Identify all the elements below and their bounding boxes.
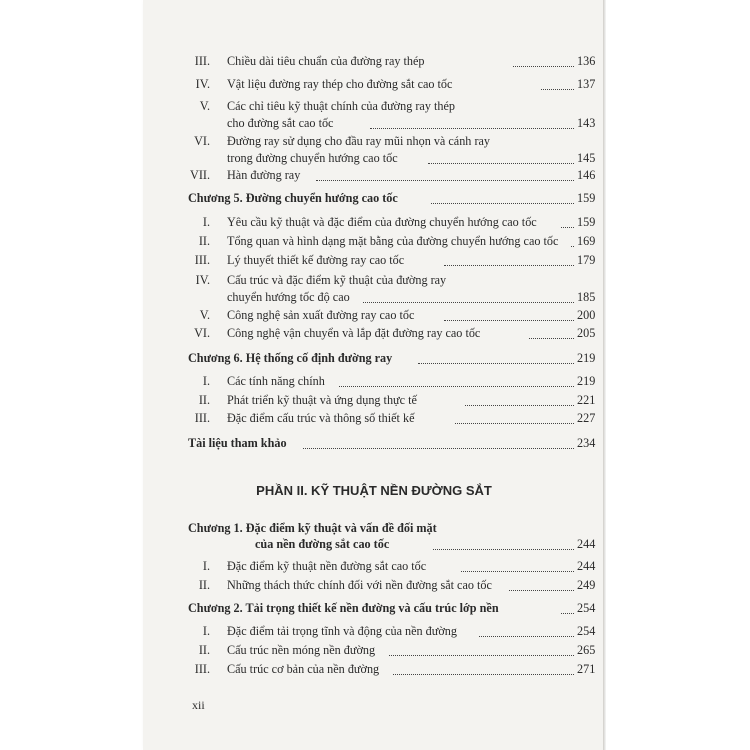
page-number: xii bbox=[192, 698, 205, 712]
entry-title: Các chỉ tiêu kỹ thuật chính của đường ray thép bbox=[227, 99, 455, 113]
toc-entry-continuation[interactable] bbox=[143, 114, 605, 132]
entry-page: 145 bbox=[577, 151, 596, 165]
page-spine-shadow bbox=[603, 0, 606, 750]
toc-entry[interactable] bbox=[143, 641, 605, 659]
entry-page: 159 bbox=[577, 191, 596, 205]
dot-leader bbox=[389, 655, 574, 656]
entry-title: Yêu cầu kỹ thuật và đặc điểm của đường chuyển hướng cao tốc bbox=[227, 215, 537, 229]
references-title: Tài liệu tham khảo bbox=[188, 436, 287, 450]
toc-entry[interactable] bbox=[143, 213, 605, 231]
entry-number: VII. bbox=[190, 168, 210, 182]
chapter-entry[interactable] bbox=[143, 599, 605, 617]
entry-page: 136 bbox=[577, 54, 596, 68]
dot-leader bbox=[339, 386, 574, 387]
entry-title: Các tính năng chính bbox=[227, 374, 325, 388]
entry-page: 137 bbox=[577, 77, 596, 91]
book-page bbox=[143, 0, 605, 750]
entry-page: 185 bbox=[577, 290, 596, 304]
entry-title: Tổng quan và hình dạng mặt bằng của đường chuyển hướng cao tốc bbox=[227, 234, 559, 248]
entry-title: Công nghệ sản xuất đường ray cao tốc bbox=[227, 308, 415, 322]
entry-number: III. bbox=[194, 54, 210, 68]
entry-title: Lý thuyết thiết kế đường ray cao tốc bbox=[227, 253, 405, 267]
chapter-entry[interactable] bbox=[143, 189, 605, 207]
toc-entry[interactable] bbox=[143, 232, 605, 250]
entry-number: II. bbox=[198, 234, 210, 248]
dot-leader bbox=[541, 89, 574, 90]
toc-entry[interactable] bbox=[143, 576, 605, 594]
entry-number: III. bbox=[194, 253, 210, 267]
entry-page: 254 bbox=[577, 624, 596, 638]
dot-leader bbox=[444, 320, 574, 321]
entry-page: 227 bbox=[577, 411, 596, 425]
entry-title-line2: chuyển hướng tốc độ cao bbox=[227, 290, 350, 304]
dot-leader bbox=[509, 590, 574, 591]
entry-number: II. bbox=[198, 578, 210, 592]
toc-entry[interactable] bbox=[143, 306, 605, 324]
entry-page: 219 bbox=[577, 374, 596, 388]
dot-leader bbox=[561, 227, 574, 228]
entry-number: VI. bbox=[194, 134, 210, 148]
entry-number: II. bbox=[198, 643, 210, 657]
entry-title: Cấu trúc cơ bản của nền đường bbox=[227, 662, 380, 676]
dot-leader bbox=[370, 128, 574, 129]
entry-number: III. bbox=[194, 662, 210, 676]
entry-title: Cấu trúc và đặc điểm kỹ thuật của đường ray bbox=[227, 273, 447, 287]
toc-entry[interactable] bbox=[143, 97, 605, 115]
toc-entry[interactable] bbox=[143, 52, 605, 70]
entry-number: V. bbox=[199, 308, 210, 322]
entry-page: 254 bbox=[577, 601, 596, 615]
entry-title: Những thách thức chính đối với nền đường sắt cao tốc bbox=[227, 578, 492, 592]
entry-number: I. bbox=[202, 215, 210, 229]
chapter-title: Chương 6. Hệ thống cố định đường ray bbox=[188, 351, 393, 365]
chapter-entry[interactable] bbox=[143, 349, 605, 367]
entry-title-line2: trong đường chuyển hướng cao tốc bbox=[227, 151, 398, 165]
chapter-title: Chương 2. Tải trọng thiết kế nền đường và cấu trúc lớp nền bbox=[188, 601, 499, 615]
toc-entry[interactable] bbox=[143, 271, 605, 289]
references-entry[interactable] bbox=[143, 434, 605, 452]
toc-entry[interactable] bbox=[143, 391, 605, 409]
dot-leader bbox=[461, 571, 574, 572]
entry-number: IV. bbox=[195, 273, 210, 287]
entry-page: 143 bbox=[577, 116, 596, 130]
entry-page: 205 bbox=[577, 326, 596, 340]
toc-entry[interactable] bbox=[143, 251, 605, 269]
entry-number: III. bbox=[194, 411, 210, 425]
entry-page: 244 bbox=[577, 537, 596, 551]
dot-leader bbox=[479, 636, 574, 637]
entry-number: I. bbox=[202, 559, 210, 573]
toc-entry[interactable] bbox=[143, 622, 605, 640]
entry-page: 271 bbox=[577, 662, 596, 676]
page-edge bbox=[603, 0, 750, 750]
chapter-title: Chương 5. Đường chuyển hướng cao tốc bbox=[188, 191, 398, 205]
part-heading: PHẦN II. KỸ THUẬT NỀN ĐƯỜNG SẮT bbox=[256, 483, 492, 498]
dot-leader bbox=[455, 423, 574, 424]
toc-entry[interactable] bbox=[143, 324, 605, 342]
entry-page: 169 bbox=[577, 234, 596, 248]
entry-number: I. bbox=[202, 624, 210, 638]
entry-page: 146 bbox=[577, 168, 596, 182]
entry-page: 249 bbox=[577, 578, 596, 592]
entry-title: Đặc điểm kỹ thuật nền đường sắt cao tốc bbox=[227, 559, 427, 573]
dot-leader bbox=[465, 405, 574, 406]
entry-number: I. bbox=[202, 374, 210, 388]
entry-page: 219 bbox=[577, 351, 596, 365]
entry-number: VI. bbox=[194, 326, 210, 340]
dot-leader bbox=[428, 163, 574, 164]
dot-leader bbox=[431, 203, 574, 204]
toc-entry-continuation[interactable] bbox=[143, 288, 605, 306]
dot-leader bbox=[393, 674, 574, 675]
entry-title: Đặc điểm tải trọng tĩnh và động của nền đường bbox=[227, 624, 457, 638]
chapter-entry-continuation[interactable] bbox=[143, 535, 605, 553]
entry-page: 200 bbox=[577, 308, 596, 322]
toc-entry[interactable] bbox=[143, 372, 605, 390]
dot-leader bbox=[433, 549, 574, 550]
entry-title: Công nghệ vận chuyển và lắp đặt đường ray cao tốc bbox=[227, 326, 481, 340]
dot-leader bbox=[513, 66, 574, 67]
entry-title: Hàn đường ray bbox=[227, 168, 301, 182]
dot-leader bbox=[316, 180, 574, 181]
chapter-title-line2: của nền đường sắt cao tốc bbox=[255, 537, 390, 551]
dot-leader bbox=[571, 246, 574, 247]
entry-title: Phát triển kỹ thuật và ứng dụng thực tế bbox=[227, 393, 417, 407]
toc-entry[interactable] bbox=[143, 409, 605, 427]
entry-title: Đặc điểm cấu trúc và thông số thiết kế bbox=[227, 411, 415, 425]
entry-title: Chiều dài tiêu chuẩn của đường ray thép bbox=[227, 54, 425, 68]
entry-page: 179 bbox=[577, 253, 596, 267]
entry-number: IV. bbox=[195, 77, 210, 91]
entry-title-line2: cho đường sắt cao tốc bbox=[227, 116, 334, 130]
toc-entry-continuation[interactable] bbox=[143, 149, 605, 167]
toc-entry[interactable] bbox=[143, 660, 605, 678]
dot-leader bbox=[561, 613, 574, 614]
entry-page: 265 bbox=[577, 643, 596, 657]
toc-entry[interactable] bbox=[143, 166, 605, 184]
dot-leader bbox=[529, 338, 574, 339]
entry-page: 234 bbox=[577, 436, 596, 450]
dot-leader bbox=[303, 448, 574, 449]
entry-title: Đường ray sử dụng cho đầu ray mũi nhọn và cánh ray bbox=[227, 134, 491, 148]
chapter-title: Chương 1. Đặc điểm kỹ thuật và vấn đề đối mặt bbox=[188, 521, 437, 535]
toc-entry[interactable] bbox=[143, 132, 605, 150]
entry-page: 244 bbox=[577, 559, 596, 573]
entry-page: 159 bbox=[577, 215, 596, 229]
entry-number: V. bbox=[199, 99, 210, 113]
toc-entry[interactable] bbox=[143, 75, 605, 93]
entry-title: Vật liệu đường ray thép cho đường sắt cao tốc bbox=[227, 77, 453, 91]
entry-title: Cấu trúc nền móng nền đường bbox=[227, 643, 376, 657]
entry-page: 221 bbox=[577, 393, 596, 407]
dot-leader bbox=[363, 302, 574, 303]
dot-leader bbox=[418, 363, 574, 364]
dot-leader bbox=[444, 265, 574, 266]
entry-number: II. bbox=[198, 393, 210, 407]
toc-entry[interactable] bbox=[143, 557, 605, 575]
